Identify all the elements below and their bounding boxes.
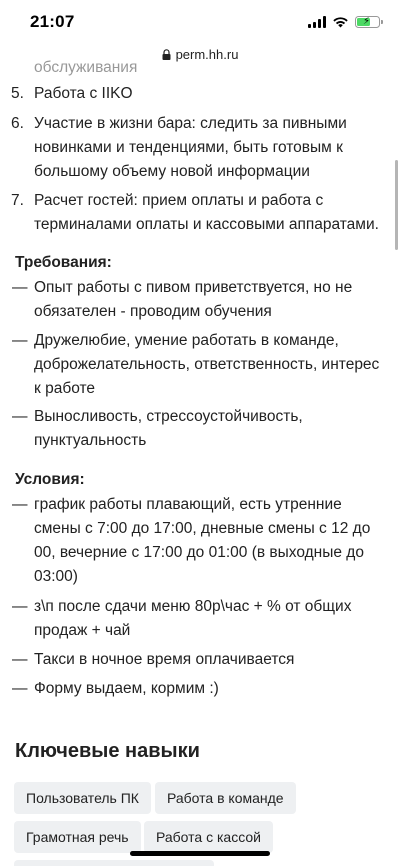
key-skills-title: Ключевые навыки [15,740,200,762]
scrollbar[interactable] [395,160,398,250]
skill-tag[interactable]: Работа с кассой [144,821,273,853]
list-number: 6. [11,115,24,132]
url-text: perm.hh.ru [175,46,239,62]
list-item [12,493,388,589]
list-item-text: Участие в жизни бара: следить за пивными новинками и тенденциями, быть готовым к большому объему новой информации [34,115,347,180]
requirements-title: Требования: [15,254,112,271]
dash-marker: — [12,598,28,615]
list-number: 5. [11,85,24,102]
status-time: 21:07 [30,12,75,31]
skill-tag[interactable]: Работа в команде [155,782,296,814]
dash-marker: — [12,279,28,296]
list-item-text: Работа с IIKO [34,85,133,102]
list-number: 7. [11,192,24,209]
list-item-text: Опыт работы с пивом приветствуется, но не обязателен - проводим обучения [34,279,353,320]
skill-tag[interactable]: Пользователь ПК [14,782,151,814]
conditions-title: Условия: [15,471,85,488]
list-item-text: Такси в ночное время оплачивается [34,651,295,668]
list-item [12,677,388,701]
list-item [11,189,384,237]
list-item [12,405,388,453]
list-item [12,276,388,324]
list-item [11,112,384,184]
list-item-text: Выносливость, стрессоустойчивость, пунктуальность [34,408,303,449]
wifi-icon [332,16,349,28]
list-item-text: Дружелюбие, умение работать в команде, доброжелательность, ответственность, интерес к работе [34,332,380,397]
list-item-text: Форму выдаем, кормим :) [34,680,219,697]
list-item-text: з\п после сдачи меню 80р\час + % от общих продаж + чай [34,598,352,639]
cellular-signal-icon [308,16,326,28]
skill-tag-partial[interactable] [14,860,214,866]
list-item-text: график работы плавающий, есть утренние смены с 7:00 до 17:00, дневные смены с 12 до 00, вечерние с 17:00 до 01:00 (в выходные до 03:00) [34,496,371,585]
dash-marker: — [12,651,28,668]
status-bar [0,0,400,44]
status-icons [308,16,380,28]
list-item [11,82,384,106]
skill-tag[interactable]: Грамотная речь [14,821,141,853]
home-indicator[interactable] [130,851,270,856]
dash-marker: — [12,332,28,349]
list-item [12,595,388,643]
list-item [12,329,388,401]
cut-off-text: обслуживания [34,59,138,76]
dash-marker: — [12,680,28,697]
list-item-text: Расчет гостей: прием оплаты и работа с терминалами оплаты и кассовыми аппаратами. [34,192,379,233]
list-item [12,648,388,672]
battery-icon: ⚡ [355,16,380,28]
dash-marker: — [12,496,28,513]
dash-marker: — [12,408,28,425]
